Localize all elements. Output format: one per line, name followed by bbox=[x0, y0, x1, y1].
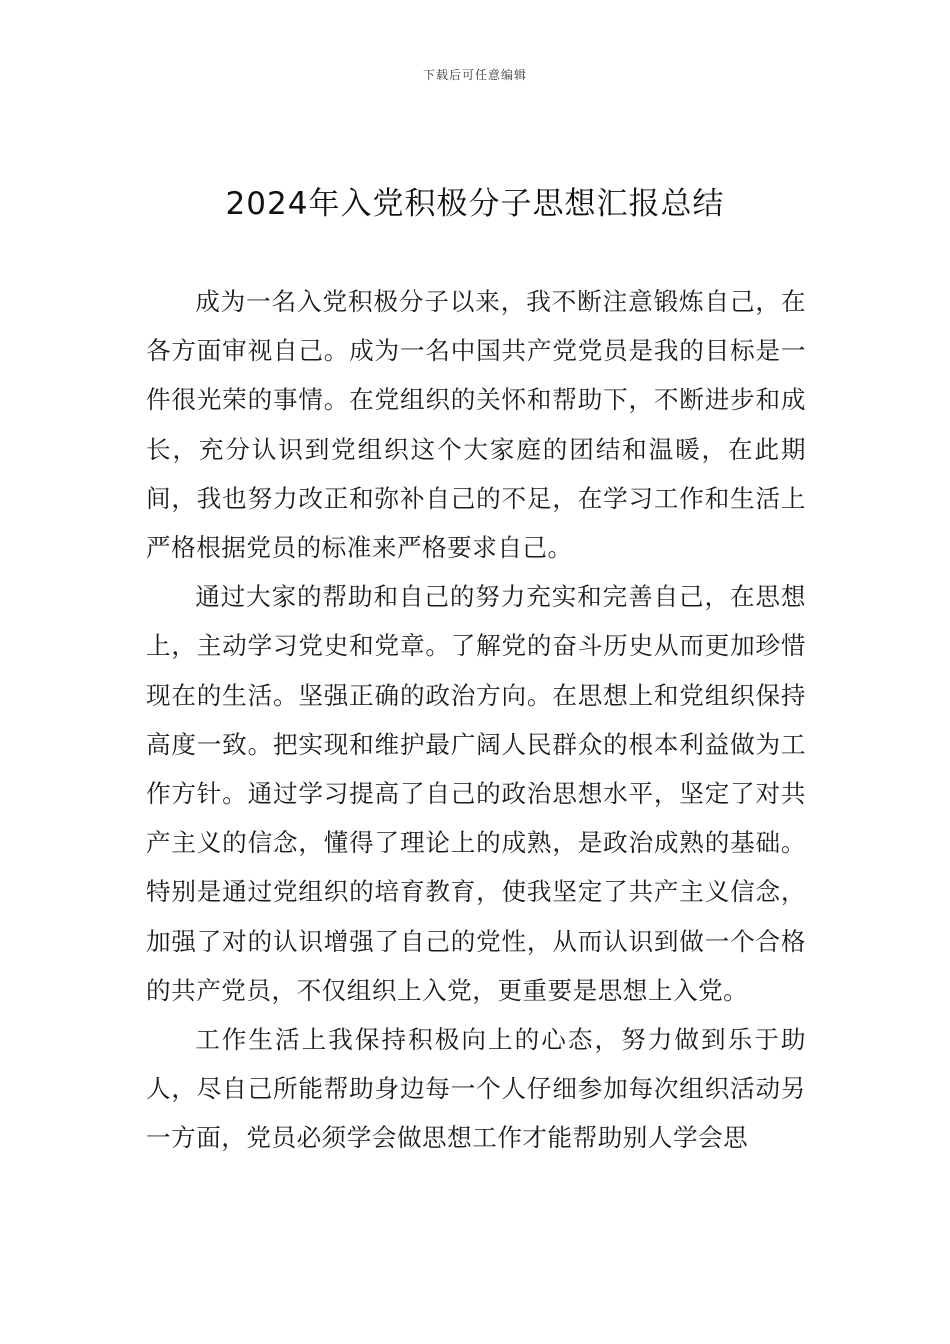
document-body bbox=[146, 277, 806, 1163]
paragraph-3: 工作生活上我保持积极向上的心态，努力做到乐于助人，尽自己所能帮助身边每一个人仔细参加每次组织活动另一方面，党员必须学会做思想工作才能帮助别人学会思 bbox=[146, 1025, 806, 1153]
document-title: 2024年入党积极分子思想汇报总结 bbox=[225, 186, 725, 222]
paragraph-1: 成为一名入党积极分子以来，我不断注意锻炼自己，在各方面审视自己。成为一名中国共产党党员是我的目标是一件很光荣的事情。在党组织的关怀和帮助下，不断进步和成长，充分认识到党组织这个大家庭的团结和温暖，在此期间，我也努力改正和弥补自己的不足，在学习工作和生活上严格根据党员的标准来严格要求自己。 bbox=[146, 287, 806, 563]
header-note: 下载后可任意编辑 bbox=[422, 68, 527, 82]
paragraph-2: 通过大家的帮助和自己的努力充实和完善自己，在思想上，主动学习党史和党章。了解党的奋斗历史从而更加珍惜现在的生活。坚强正确的政治方向。在思想上和党组织保持高度一致。把实现和维护最广阔人民群众的根本利益做为工作方针。通过学习提高了自己的政治思想水平，坚定了对共产主义的信念，懂得了理论上的成熟，是政治成熟的基础。特别是通过党组织的培育教育，使我坚定了共产主义信念，加强了对的认识增强了自己的党性，从而认识到做一个合格的共产党员，不仅组织上入党，更重要是思想上入党。 bbox=[146, 582, 806, 1005]
